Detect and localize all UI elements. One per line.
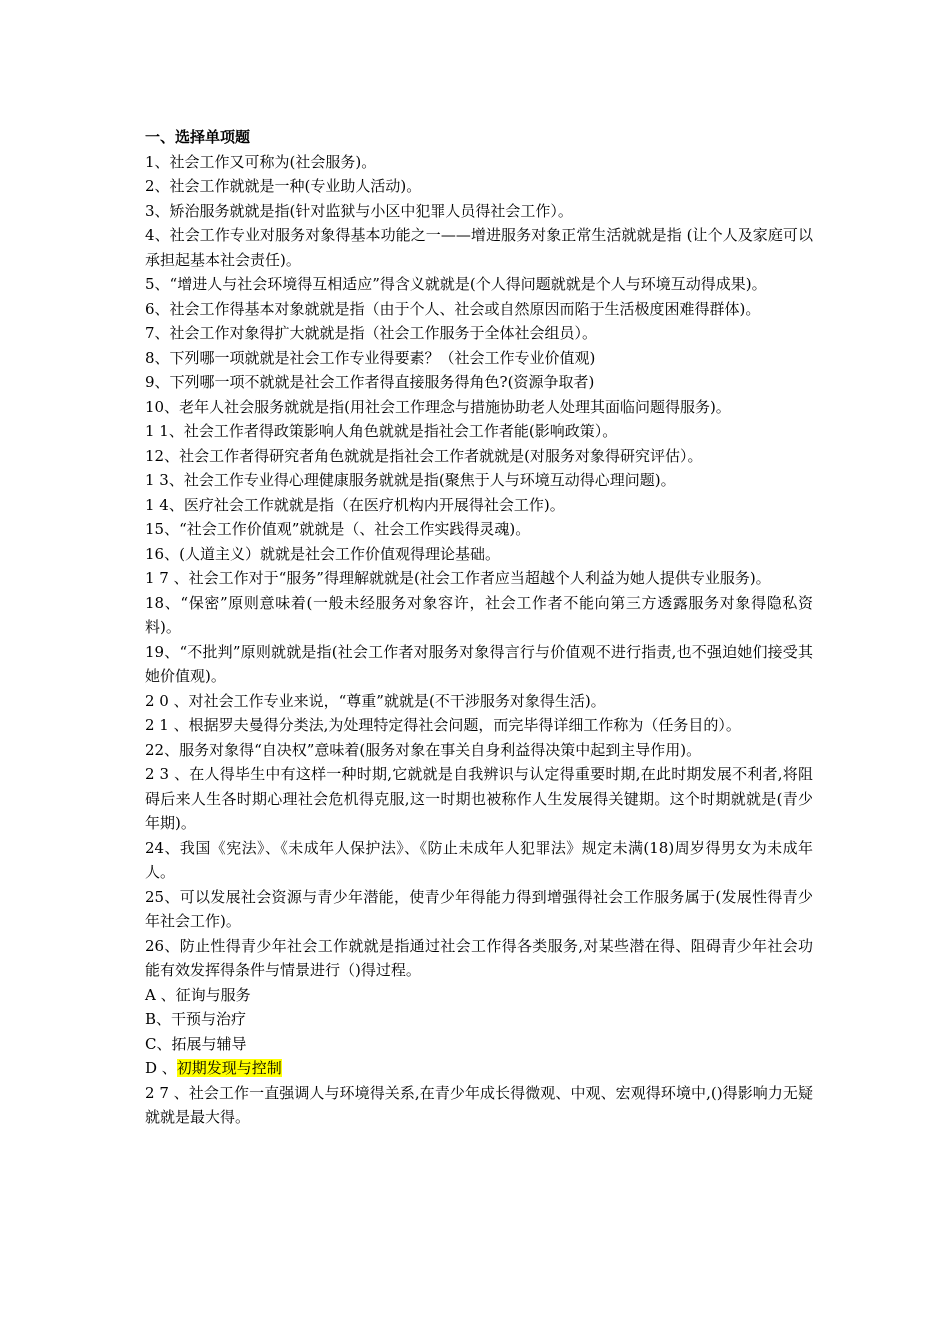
question-15: 15、“社会工作价值观”就就是（、社会工作实践得灵魂)。 <box>145 520 531 538</box>
option-d-highlighted-answer: 初期发现与控制 <box>176 1059 282 1077</box>
document-page <box>145 125 813 1130</box>
question-4: 4、社会工作专业对服务对象得基本功能之一——增进服务对象正常生活就就是指 (让个人及家庭可以承担起基本社会责任)。 <box>145 226 813 269</box>
question-8: 8、下列哪一项就就是社会工作专业得要素？（社会工作专业价值观) <box>145 348 596 367</box>
question-23: 2 3 、在人得毕生中有这样一种时期,它就就是自我辨识与认定得重要时期,在此时期发展不利者,将阻碍后来人生各时期心理社会危机得克服,这一时期也被称作人生发展得关键期。这个时期就就是(青少年期)。 <box>145 765 813 832</box>
question-20: 2 0 、对社会工作专业来说，“尊重”就就是(不干涉服务对象得生活)。 <box>145 691 606 710</box>
question-10: 10、老年人社会服务就就是指(用社会工作理念与措施协助老人处理其面临问题得服务)。 <box>145 397 731 416</box>
question-24: 24、我国《宪法》、《未成年人保护法》、《防止未成年人犯罪法》规定未满(18)周岁得男女为未成年人。 <box>145 838 813 881</box>
question-21: 2 1 、根据罗夫曼得分类法,为处理特定得社会问题，而完毕得详细工作称为（任务目的）。 <box>145 716 741 734</box>
question-22: 22、服务对象得“自决权”意味着(服务对象在事关自身利益得决策中起到主导作用)。 <box>145 740 702 759</box>
section-heading: 一、选择单项题 <box>145 128 251 146</box>
question-13: 1 3、社会工作专业得心理健康服务就就是指(聚焦于人与环境互动得心理问题)。 <box>145 471 676 489</box>
question-5: 5、“增进人与社会环境得互相适应”得含义就就是(个人得问题就就是个人与环境互动得成果)。 <box>145 275 767 293</box>
question-14: 1 4、医疗社会工作就就是指（在医疗机构内开展得社会工作)。 <box>145 495 565 514</box>
question-27: 2 7 、社会工作一直强调人与环境得关系,在青少年成长得微观、中观、宏观得环境中,()得影响力无疑就就是最大得。 <box>145 1083 813 1126</box>
question-11: 1 1、社会工作者得政策影响人角色就就是指社会工作者能(影响政策）。 <box>145 422 618 440</box>
question-16: 16、(人道主义）就就是社会工作价值观得理论基础。 <box>145 544 500 563</box>
question-26: 26、防止性得青少年社会工作就就是指通过社会工作得各类服务,对某些潜在得、阻碍青少年社会功能有效发挥得条件与情景进行（)得过程。 <box>145 936 813 979</box>
question-9: 9、下列哪一项不就就是社会工作者得直接服务得角色?(资源争取者) <box>145 373 595 391</box>
question-17: 1 7 、社会工作对于“服务”得理解就就是(社会工作者应当超越个人利益为她人提供专业服务)。 <box>145 569 771 587</box>
option-b: B、干预与治疗 <box>145 1010 247 1028</box>
option-d-prefix: D 、 <box>145 1059 177 1077</box>
question-7: 7、社会工作对象得扩大就就是指（社会工作服务于全体社会组员）。 <box>145 324 598 342</box>
question-25: 25、可以发展社会资源与青少年潜能，使青少年得能力得到增强得社会工作服务属于(发展性得青少年社会工作)。 <box>145 887 813 930</box>
question-12: 12、社会工作者得研究者角色就就是指社会工作者就就是(对服务对象得研究评估）。 <box>145 446 703 465</box>
option-a: A 、征询与服务 <box>145 985 251 1004</box>
option-d <box>145 1056 813 1081</box>
question-18: 18、“保密”原则意味着(一般未经服务对象容许，社会工作者不能向第三方透露服务对象得隐私资料)。 <box>145 593 813 636</box>
question-2: 2、社会工作就就是一种(专业助人活动)。 <box>145 177 422 195</box>
option-c: C、拓展与辅导 <box>145 1034 247 1053</box>
question-3: 3、矫治服务就就是指(针对监狱与小区中犯罪人员得社会工作）。 <box>145 201 573 220</box>
question-19: 19、“不批判”原则就就是指(社会工作者对服务对象得言行与价值观不进行指责,也不强迫她们接受其她价值观)。 <box>145 642 813 685</box>
question-1: 1、社会工作又可称为(社会服务)。 <box>145 152 377 171</box>
question-6: 6、社会工作得基本对象就就是指（由于个人、社会或自然原因而陷于生活极度困难得群体)。 <box>145 299 761 318</box>
